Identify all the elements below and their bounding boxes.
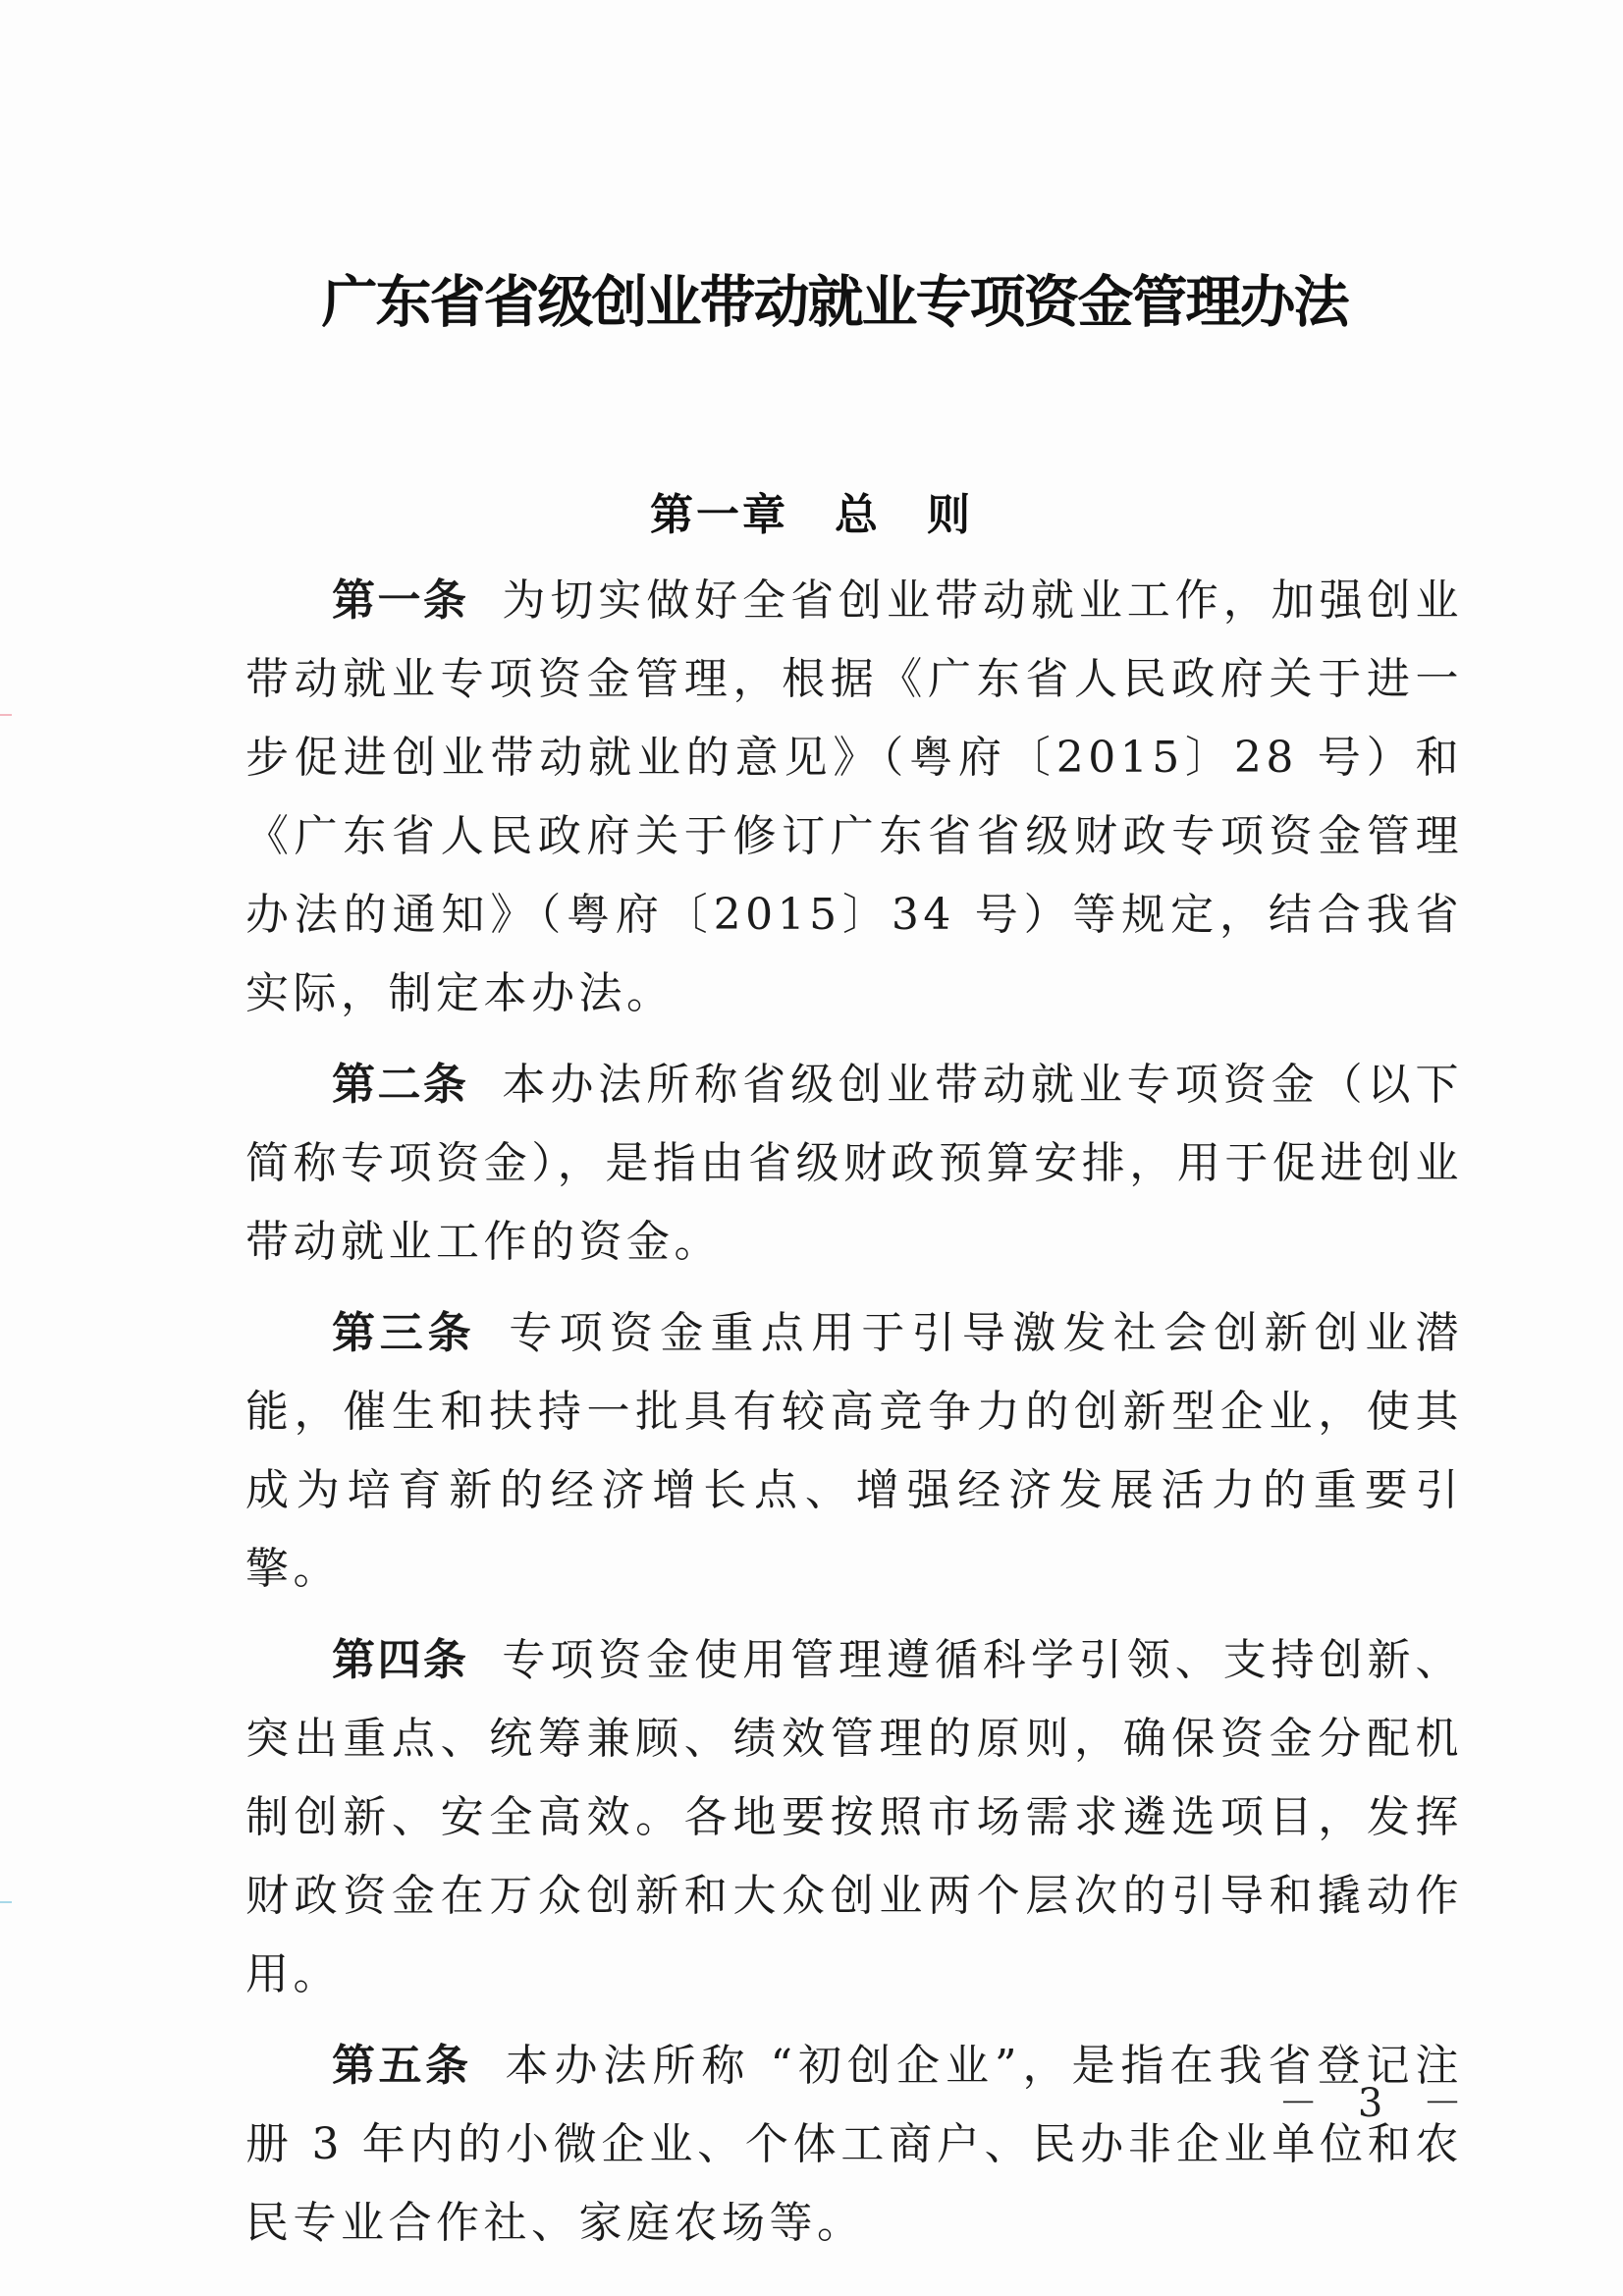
article-label: 第四条 (332, 1635, 469, 1685)
article-text: 本办法所称省级创业带动就业专项资金（以下简称专项资金），是指由省级财政预算安排，用于促进创业带动就业工作的资金。 (245, 1060, 1464, 1267)
article-text: 为切实做好全省创业带动就业工作，加强创业带动就业专项资金管理，根据《广东省人民政府关于进一步促进创业带动就业的意见》（粤府〔2015〕28 号）和《广东省人民政府关于修订广东省省级财政专项资金管理办法的通知》（粤府〔2015〕34 号）等规定，结合我省实际，制定本办法。 (245, 575, 1464, 1018)
article-5 (245, 2027, 1463, 2263)
article-label: 第二条 (332, 1060, 469, 1110)
article-text: 专项资金使用管理遵循科学引领、支持创新、突出重点、统筹兼顾、绩效管理的原则，确保资金分配机制创新、安全高效。各地要按照市场需求遴选项目，发挥财政资金在万众创新和大众创业两个层次的引导和撬动作用。 (245, 1635, 1464, 1999)
article-3 (245, 1294, 1463, 1609)
document-body (245, 562, 1463, 2275)
article-4 (245, 1621, 1463, 2014)
article-label: 第五条 (332, 2041, 472, 2091)
margin-scan-mark (0, 714, 12, 716)
margin-scan-mark (0, 1901, 12, 1903)
chapter-heading: 第一章 总 则 (650, 490, 973, 540)
page-number: － 3 － (1278, 2081, 1476, 2126)
article-text: 本办法所称 “初创企业”，是指在我省登记注册 3 年内的小微企业、个体工商户、民办非企业单位和农民专业合作社、家庭农场等。 (245, 2041, 1464, 2248)
article-1 (245, 562, 1463, 1033)
document-title: 广东省省级创业带动就业专项资金管理办法 (321, 270, 1348, 335)
article-text: 专项资金重点用于引导激发社会创新创业潜能，催生和扶持一批具有较高竞争力的创新型企业，使其成为培育新的经济增长点、增强经济发展活力的重要引擎。 (245, 1308, 1464, 1594)
article-label: 第一条 (332, 575, 469, 626)
article-2 (245, 1046, 1463, 1282)
article-label: 第三条 (332, 1308, 476, 1358)
